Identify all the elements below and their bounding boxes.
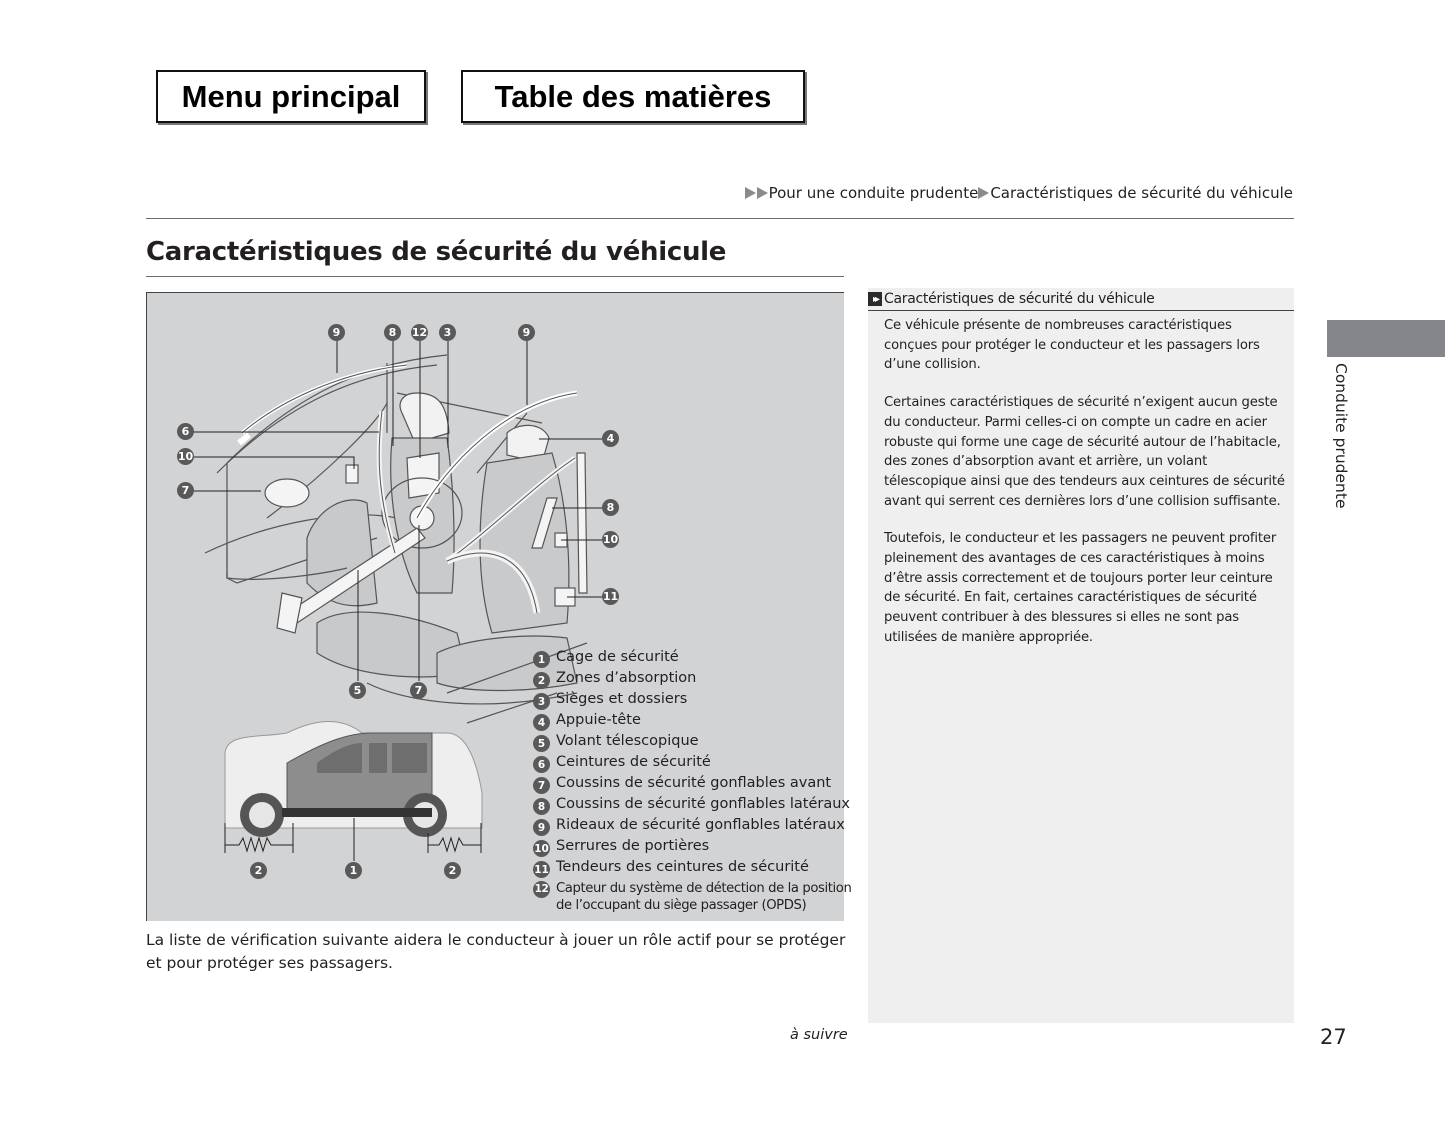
callout-10: 10 xyxy=(602,533,619,546)
side-note-paragraph: Ce véhicule présente de nombreuses caractéristiques conçues pour protéger le conducteur et les passagers lors d’une collision. xyxy=(884,318,1260,373)
callout-9: 9 xyxy=(328,324,345,341)
legend-label xyxy=(556,880,851,914)
breadcrumb-arrow-icon xyxy=(978,187,989,199)
breadcrumb-arrow-icon xyxy=(757,187,768,199)
legend-number: 4 xyxy=(533,714,550,731)
header-divider xyxy=(146,218,1294,219)
intro-paragraph: La liste de vérification suivante aidera le conducteur à jouer un rôle actif pour se protéger et pour protéger ses passagers. xyxy=(146,931,846,972)
callout-5: 5 xyxy=(349,682,366,699)
legend-number: 7 xyxy=(533,777,550,794)
breadcrumb-arrow-icon xyxy=(745,187,756,199)
legend-label: Tendeurs des ceintures de sécurité xyxy=(556,859,809,875)
legend-label: Serrures de portières xyxy=(556,838,710,854)
menu-principal-button[interactable]: Menu principal xyxy=(156,70,426,123)
legend-item xyxy=(533,691,851,712)
legend-item xyxy=(533,859,851,880)
legend-label: Sièges et dossiers xyxy=(556,691,688,707)
legend-item xyxy=(533,817,851,838)
side-note-paragraph: Certaines caractéristiques de sécurité n’exigent aucun geste du conducteur. Parmi celles-ci on compte un cadre en acier robuste qui forme une cage de sécurité autour de l’habitacle, des zones d’absorption avant et arrière, un volant télescopique ainsi que des tendeurs aux ceintures de sécurité avant qui serrent ces dernières lors d’une collision suffisante. xyxy=(884,395,1285,509)
legend-number: 5 xyxy=(533,735,550,752)
callout-8: 8 xyxy=(602,499,619,516)
side-note-panel xyxy=(868,288,1294,1023)
double-chevron-icon: ▸▸ xyxy=(868,292,882,306)
legend-item xyxy=(533,775,851,796)
legend-label: Cage de sécurité xyxy=(556,649,679,665)
callout-2: 2 xyxy=(444,862,461,879)
breadcrumb-item-current: Caractéristiques de sécurité du véhicule xyxy=(990,184,1293,202)
legend-label: Ceintures de sécurité xyxy=(556,754,711,770)
page-number: 27 xyxy=(1320,1025,1347,1049)
legend-label-line2: de l’occupant du siège passager (OPDS) xyxy=(556,898,807,913)
side-note-heading-text: Caractéristiques de sécurité du véhicule xyxy=(884,291,1155,307)
side-note-paragraph: Toutefois, le conducteur et les passagers ne peuvent profiter pleinement des avantages de ces caractéristiques à moins d’être assis correctement et de toujours porter leur ceinture de sécurité. En fait, certaines caractéristiques de sécurité peuvent contribuer à des blessures si elles ne sont pas utilisées de manière appropriée. xyxy=(884,531,1277,645)
legend-number: 11 xyxy=(533,861,550,878)
breadcrumb-item-conduite-prudente[interactable]: Pour une conduite prudente xyxy=(768,184,979,202)
title-divider xyxy=(146,276,844,277)
legend-item xyxy=(533,880,851,914)
legend-number: 9 xyxy=(533,819,550,836)
callout-4: 4 xyxy=(602,430,619,447)
side-note-heading xyxy=(868,288,1294,311)
legend-number: 10 xyxy=(533,840,550,857)
legend-number: 3 xyxy=(533,693,550,710)
section-tab-marker[interactable] xyxy=(1327,320,1445,357)
legend-label: Coussins de sécurité gonflables latéraux xyxy=(556,796,850,812)
callout-7: 7 xyxy=(177,482,194,499)
legend-item xyxy=(533,649,851,670)
legend-number: 2 xyxy=(533,672,550,689)
legend-number: 12 xyxy=(533,881,550,898)
callout-3: 3 xyxy=(439,324,456,341)
side-note-body xyxy=(884,316,1288,666)
legend-number: 6 xyxy=(533,756,550,773)
callout-2: 2 xyxy=(250,862,267,879)
figure-legend xyxy=(533,649,851,914)
legend-item xyxy=(533,796,851,817)
callout-8: 8 xyxy=(384,324,401,341)
legend-label: Appuie-tête xyxy=(556,712,641,728)
legend-item xyxy=(533,733,851,754)
legend-label: Volant télescopique xyxy=(556,733,699,749)
callout-6: 6 xyxy=(177,423,194,440)
continued-label: à suivre xyxy=(790,1027,848,1043)
legend-label: Zones d’absorption xyxy=(556,670,697,686)
legend-item xyxy=(533,712,851,733)
legend-label-line1: Capteur du système de détection de la position xyxy=(556,881,852,896)
legend-label: Rideaux de sécurité gonflables latéraux xyxy=(556,817,845,833)
callout-11: 11 xyxy=(602,590,619,603)
page-title: Caractéristiques de sécurité du véhicule xyxy=(146,237,727,267)
table-des-matieres-button[interactable]: Table des matières xyxy=(461,70,805,123)
callout-9: 9 xyxy=(518,324,535,341)
callout-1: 1 xyxy=(345,862,362,879)
legend-item xyxy=(533,838,851,859)
legend-number: 1 xyxy=(533,651,550,668)
callout-12: 12 xyxy=(411,326,428,339)
callout-7: 7 xyxy=(410,682,427,699)
legend-number: 8 xyxy=(533,798,550,815)
safety-features-figure xyxy=(146,292,852,921)
callout-10: 10 xyxy=(177,450,194,463)
section-tab-label: Conduite prudente xyxy=(1332,363,1350,509)
legend-item xyxy=(533,670,851,691)
legend-item xyxy=(533,754,851,775)
legend-label: Coussins de sécurité gonflables avant xyxy=(556,775,832,791)
breadcrumb xyxy=(745,184,1293,202)
